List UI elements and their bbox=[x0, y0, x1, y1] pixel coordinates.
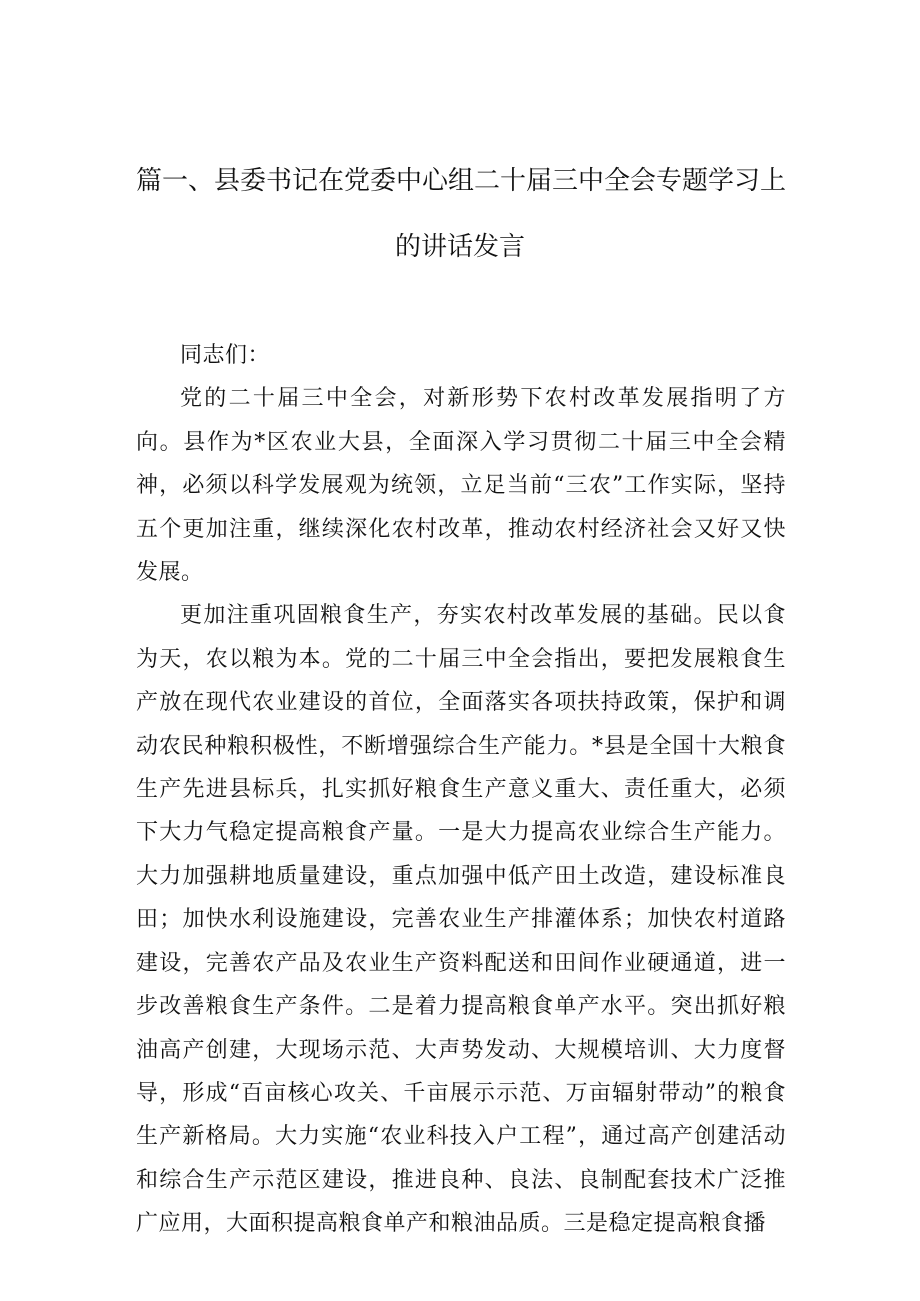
document-body bbox=[136, 334, 786, 1246]
body-paragraph: 更加注重巩固粮食生产，夯实农村改革发展的基础。民以食为天，农以粮为本。党的二十届三中全会指出，要把发展粮食生产放在现代农业建设的首位，全面落实各项扶持政策，保护和调动农民种粮积极性，不断增强综合生产能力。*县是全国十大粮食生产先进县标兵，扎实抓好粮食生产意义重大、责任重大，必须下大力气稳定提高粮食产量。一是大力提高农业综合生产能力。大力加强耕地质量建设，重点加强中低产田土改造，建设标准良田；加快水利设施建设，完善农业生产排灌体系；加快农村道路建设，完善农产品及农业生产资料配送和田间作业硬通道，进一步改善粮食生产条件。二是着力提高粮食单产水平。突出抓好粮油高产创建，大现场示范、大声势发动、大规模培训、大力度督导，形成“百亩核心攻关、千亩展示示范、万亩辐射带动”的粮食生产新格局。大力实施“农业科技入户工程”，通过高产创建活动和综合生产示范区建设，推进良种、良法、良制配套技术广泛推广应用，大面积提高粮食单产和粮油品质。三是稳定提高粮食播 bbox=[136, 603, 786, 1237]
document-title-line-1: 篇一、县委书记在党委中心组二十届三中全会专题学习上 bbox=[136, 166, 787, 196]
document-title-line-2: 的讲话发言 bbox=[394, 232, 525, 262]
body-paragraph: 党的二十届三中全会，对新形势下农村改革发展指明了方向。县作为*区农业大县，全面深入学习贯彻二十届三中全会精神，必须以科学发展观为统领，立足当前“三农”工作实际，坚持五个更加注重，继续深化农村改革，推动农村经济社会又好又快发展。 bbox=[136, 386, 786, 586]
salutation-paragraph: 同志们： bbox=[180, 343, 271, 368]
